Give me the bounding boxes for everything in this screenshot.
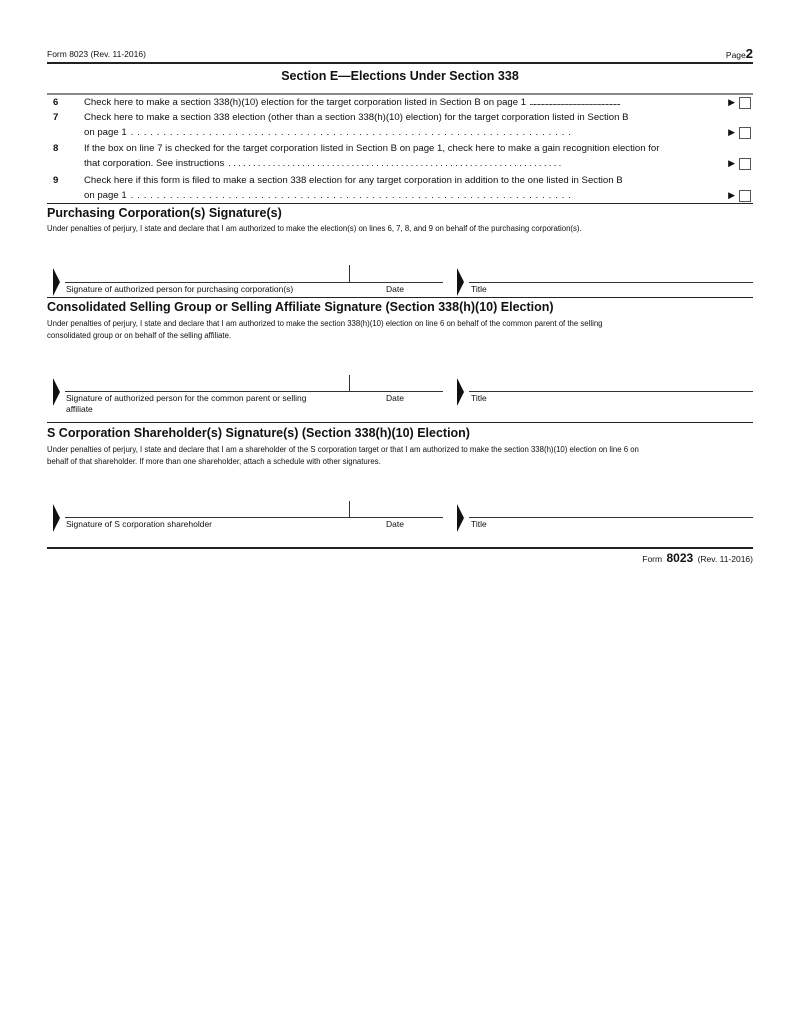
label-line: Signature of authorized person for the common parent or selling <box>66 393 307 403</box>
arrow-icon: ▶ <box>728 97 735 107</box>
dot-leader: . . . . . . . . . . . . . . . . . . . . . . . . . . . . . . . . . . . . . . . . . . . . . . . . . . . . . . . . . . . . . . . . . . . . <box>130 127 572 138</box>
page-indicator <box>726 46 753 61</box>
line-6-checkbox[interactable] <box>739 97 751 109</box>
line-text: Check here to make a section 338 election (other than a section 338(h)(10) election) for the target corporation listed in Section B <box>84 112 629 123</box>
line-text: If the box on line 7 is checked for the target corporation listed in Section B on page 1, check here to make a gain recognition election for <box>84 143 660 154</box>
purchasing-signature-field[interactable] <box>65 282 443 283</box>
text-line: consolidated group or on behalf of the selling affiliate. <box>47 330 232 340</box>
footer-rev: (Rev. 11-2016) <box>697 554 753 564</box>
divider <box>47 422 753 423</box>
line-8-checkbox[interactable] <box>739 158 751 170</box>
line-text: Check here if this form is filed to make a section 338 election for any target corporation in addition to the one listed in Section B <box>84 175 623 186</box>
title-arrow-icon <box>457 378 464 406</box>
date-label: Date <box>386 393 404 403</box>
sign-here-arrow-icon <box>53 268 60 296</box>
sign-here-arrow-icon <box>53 504 60 532</box>
label-line: affiliate <box>66 404 93 414</box>
purchasing-title-field[interactable] <box>469 282 753 283</box>
date-divider <box>349 265 350 282</box>
dot-leader: . . . . . . . . . . . . . . . . . . . . . . . . . . . . . . . . . . . . . . . . . . . . . . . . . . . . . . . . . . . . . . . . . . . . <box>228 158 562 169</box>
date-divider <box>349 375 350 391</box>
arrow-icon: ▶ <box>728 127 735 137</box>
scorp-heading: S Corporation Shareholder(s) Signature(s) (Section 338(h)(10) Election) <box>47 426 470 440</box>
title-arrow-icon <box>457 504 464 532</box>
dot-leader: . . . . . . . . . . . . . . . . . . . . . . . . . . . . . . . . . . . . . . . . . . . . . . . . . . . . . . . . . . . . . . . . . . . . <box>130 190 572 201</box>
section-title: Section E—Elections Under Section 338 <box>281 69 519 83</box>
title-label: Title <box>471 393 487 403</box>
line-text-cont: on page 1 <box>84 190 127 201</box>
dot-leader: . . . . . . . . . . . . . . . . . . . . . . . . . . . . . . . . . . . . . . . . . . . . . . . . . . . . . . . . . . . . . . . . . . . . <box>529 97 619 108</box>
text-line: Under penalties of perjury, I state and declare that I am a shareholder of the S corporation target or that I am authorized to make the section 338(h)(10) election on line 6 on <box>47 445 639 454</box>
arrow-icon: ▶ <box>728 190 735 200</box>
signature-label: Signature of S corporation shareholder <box>66 519 213 529</box>
divider <box>47 297 753 298</box>
line-7-checkbox[interactable] <box>739 127 751 139</box>
text-line: behalf of that shareholder. If more than one shareholder, attach a schedule with other signatures. <box>47 456 381 466</box>
scorp-declaration <box>47 444 639 467</box>
line-text: Check here to make a section 338(h)(10) election for the target corporation listed in Section B on page 1 <box>84 97 527 108</box>
form-header-label: Form 8023 (Rev. 11-2016) <box>47 49 146 59</box>
line-number: 7 <box>53 112 59 123</box>
date-label: Date <box>386 284 404 294</box>
consolidated-declaration <box>47 318 603 341</box>
consolidated-title-field[interactable] <box>469 391 753 392</box>
line-number: 6 <box>53 97 59 108</box>
line-text-cont: on page 1 <box>84 127 127 138</box>
footer-form-word: Form <box>642 554 663 564</box>
line-number: 9 <box>53 175 59 186</box>
footer <box>642 551 753 565</box>
section-rule <box>47 93 753 95</box>
line-9-checkbox[interactable] <box>739 190 751 202</box>
line-text-cont: that corporation. See instructions <box>84 158 225 169</box>
lines-rule <box>47 203 753 204</box>
header-rule <box>47 62 753 64</box>
footer-form-number: 8023 <box>666 551 694 565</box>
footer-rule <box>47 547 753 549</box>
date-label: Date <box>386 519 404 529</box>
scorp-signature-field[interactable] <box>65 517 443 518</box>
title-label: Title <box>471 284 487 294</box>
line-number: 8 <box>53 143 59 154</box>
consolidated-heading: Consolidated Selling Group or Selling Affiliate Signature (Section 338(h)(10) Election) <box>47 300 554 314</box>
text-line: Under penalties of perjury, I state and declare that I am authorized to make the section 338(h)(10) election on line 6 on behalf of the common parent of the selling <box>47 319 603 328</box>
page-label: Page <box>725 50 746 60</box>
title-label: Title <box>471 519 487 529</box>
page-number: 2 <box>745 46 753 61</box>
scorp-title-field[interactable] <box>469 517 753 518</box>
sign-here-arrow-icon <box>53 378 60 406</box>
purchasing-heading: Purchasing Corporation(s) Signature(s) <box>47 206 282 220</box>
signature-label <box>66 393 307 415</box>
arrow-icon: ▶ <box>728 158 735 168</box>
purchasing-declaration: Under penalties of perjury, I state and declare that I am authorized to make the election(s) on lines 6, 7, 8, and 9 on behalf of the purchasing corporation(s). <box>47 224 582 233</box>
signature-label: Signature of authorized person for purchasing corporation(s) <box>66 284 294 294</box>
title-arrow-icon <box>457 268 464 296</box>
consolidated-signature-field[interactable] <box>65 391 443 392</box>
date-divider <box>349 501 350 517</box>
